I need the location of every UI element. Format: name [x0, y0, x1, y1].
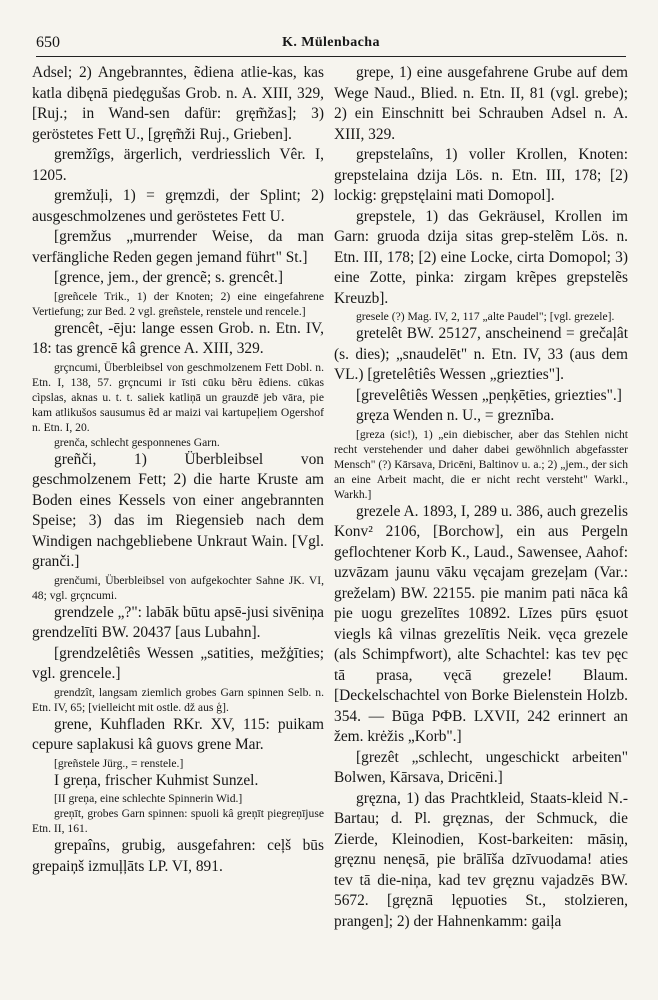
dictionary-entry: grepstele, 1) das Gekräusel, Krollen im Garn: gruoda dzija sitas grep-stelẽm Lös. n. Etn. III, 178; [2) eine Locke, cirta Domopol; 3) eine Zotte, pinka: zirgam krẽpes grepstelẽs Kreuzb]. — [334, 207, 628, 307]
dictionary-entry: [greñcele Trik., 1) der Knoten; 2) eine eingefahrene Vertiefung; zur Bed. 2 vgl. greñstele, renstele und rencele.] — [32, 289, 324, 318]
dictionary-entry: grepe, 1) eine ausgefahrene Grube auf dem Wege Naud., Blied. n. Etn. II, 81 (vgl. grebe); 2) ein Einschnitt bei Schrauben Adsel n. A. XIII, 329. — [334, 64, 628, 143]
dictionary-entry: gremžîgs, ärgerlich, verdriesslich Vêr. I, 1205. — [32, 146, 324, 184]
dictionary-entry: [greñstele Jürg., = renstele.] — [54, 756, 184, 770]
dictionary-entry: [grendzelêtiês Wessen „satities, mežģīties; vgl. grencele.] — [32, 644, 324, 682]
dictionary-entry: grepstelaîns, 1) voller Krollen, Knoten: grepstelaina dzija Lös. n. Etn. III, 178; [2) lockig: grępstęlaini mati Domopol]. — [334, 146, 628, 204]
dictionary-entry: [grevelêtiês Wessen „peņķēties, griezties".] — [356, 386, 622, 404]
dictionary-entry: grçncumi, Überbleibsel von geschmolzenem Fett Dobl. n. Etn. I, 138, 57. grçncumi ir īsti cūku bẽru ẽdiens. cūkas cìpslas, aknas u. t. t. saliek katliņā un grauzdē jeb vāra, pie kam atlikušos sausumus ẽd ar maizi vai kartupeļiem Ogershof n. Etn. I, 20. — [32, 360, 324, 434]
dictionary-entry: grendzele „?": labāk būtu apsē-jusi sivēniņa grendzelīti BW. 20437 [aus Lubahn]. — [32, 603, 324, 641]
header-rule — [36, 56, 626, 57]
dictionary-entry: grencêt, -ēju: lange essen Grob. n. Etn. IV, 18: tas grencē kâ grence A. XIII, 329. — [32, 319, 324, 357]
dictionary-entry: gręza Wenden n. U., = greznība. — [356, 407, 555, 424]
dictionary-entry: grene, Kuhfladen RKr. XV, 115: puikam cepure saplakusi kâ guovs grene Mar. — [32, 715, 324, 753]
dictionary-entry: Adsel; 2) Angebranntes, ẽdiena atlie-kas, kas katla dibęnā piedęgušas Grob. n. A. XIII, 329, [Ruj.; in Wand-sen dafür: gręm̃žas]; 3) geröstetes Fett U., [gręm̃ži Ruj., Grieben]. — [32, 64, 324, 143]
dictionary-entry: gresele (?) Mag. IV, 2, 117 „alte Paudel"; [vgl. grezele]. — [356, 310, 615, 323]
page-number: 650 — [36, 34, 60, 51]
page-header — [36, 34, 626, 56]
dictionary-entry: grenčumi, Überbleibsel von aufgekochter Sahne JK. VI, 48; vgl. grçncumi. — [32, 573, 324, 602]
dictionary-entry: greñči, 1) Überbleibsel von geschmolzenem Fett; 2) die harte Kruste am Boden eines Kessels von einer angebrannten Speise; 3) das im Riegensieb nach dem Windigen nachgebliebene Unkraut Wain. [Vgl. granči.] — [32, 450, 324, 570]
dictionary-entry: [grezêt „schlecht, ungeschickt arbeiten" Bolwen, Kārsava, Dricēni.] — [334, 748, 628, 786]
dictionary-entry: [gremžus „murrender Weise, da man verfängliche Reden gegen jemand führt" St.] — [32, 228, 324, 266]
dictionary-entry: grepaîns, grubig, ausgefahren: ceļš būs grepaiņš izmuļļāts LP. VI, 891. — [32, 837, 324, 875]
dictionary-entry: grenča, schlecht gesponnenes Garn. — [54, 435, 220, 449]
running-head: K. Mülenbacha — [282, 35, 380, 50]
dictionary-entry: greņīt, grobes Garn spinnen: spuoli kâ greņīt piegreņījuse Etn. II, 161. — [32, 807, 324, 835]
dictionary-entry: grezele A. 1893, I, 289 u. 386, auch grezelis Konv² 2106, [Borchow], ein aus Pergeln geflochtener Korb K., Laud., Sawensee, Aahof: uzvāzam jaunu vāku vęcajam grezeļam (Var.: greželam) BW. 22155. pie manim pati nāca kâ pie uogu grezelītes 10892. Līzes pūrs ęsuot viegls kâ vilnas grezelītis Neik. vęca grezele (als Schimpfwort), alte Schachtel: kas tev pęc tā prasa, vęcā grezele! Blaum. [Deckelschachtel von Borke Bielenstein Holzb. 354. — Būga РФВ. LXVII, 242 erinnert an žem. krėžis „Korb".] — [334, 502, 628, 745]
dictionary-entry: I greņa, frischer Kuhmist Sunzel. — [54, 771, 259, 789]
left-column — [32, 63, 324, 877]
dictionary-entry: [greza (sic!), 1) „ein diebischer, aber das Stehlen nicht recht verstehender und daher dabei gewöhnlich abgefasster Mensch" (?) Kārsava, Dricēni, Baltinov u. a.; 2) „jem., der sich an eine Arbeit macht, die er nicht recht versteht" Warkl., Warkh.] — [334, 427, 628, 501]
right-column — [334, 63, 628, 932]
dictionary-entry: [II greņa, eine schlechte Spinnerin Wid.] — [54, 792, 243, 805]
dictionary-entry: [grence, jem., der grencẽ; s. grencêt.] — [54, 269, 284, 286]
dictionary-entry: gremžuļi, 1) = gręmzdi, der Splint; 2) ausgeschmolzenes und geröstetes Fett U. — [32, 187, 324, 225]
dictionary-entry: grendzît, langsam ziemlich grobes Garn spinnen Selb. n. Etn. IV, 65; [vielleicht mit ostle. dž aus ģ]. — [32, 685, 324, 714]
dictionary-entry: gręzna, 1) das Prachtkleid, Staats-kleid N.-Bartau; d. Pl. gręznas, der Schmuck, die Zierde, Kleinodien, Kost-barkeiten: māsiņ, gręznu nenęsā, pie brālīša dzīvuodama! aties tev tā die-niņa, kad tev gręznu vajadzēs BW. 5672. [gręznā lępuoties St., stolzieren, prangen]; 2) der Hahnenkamm: gaiļa — [334, 789, 628, 930]
dictionary-entry: gretelêt BW. 25127, anscheinend = grečaļât (s. dies); „snaudelēt" n. Etn. IV, 33 (aus dem VL.) [gretelêtiês Wessen „griezties"]. — [334, 325, 628, 383]
